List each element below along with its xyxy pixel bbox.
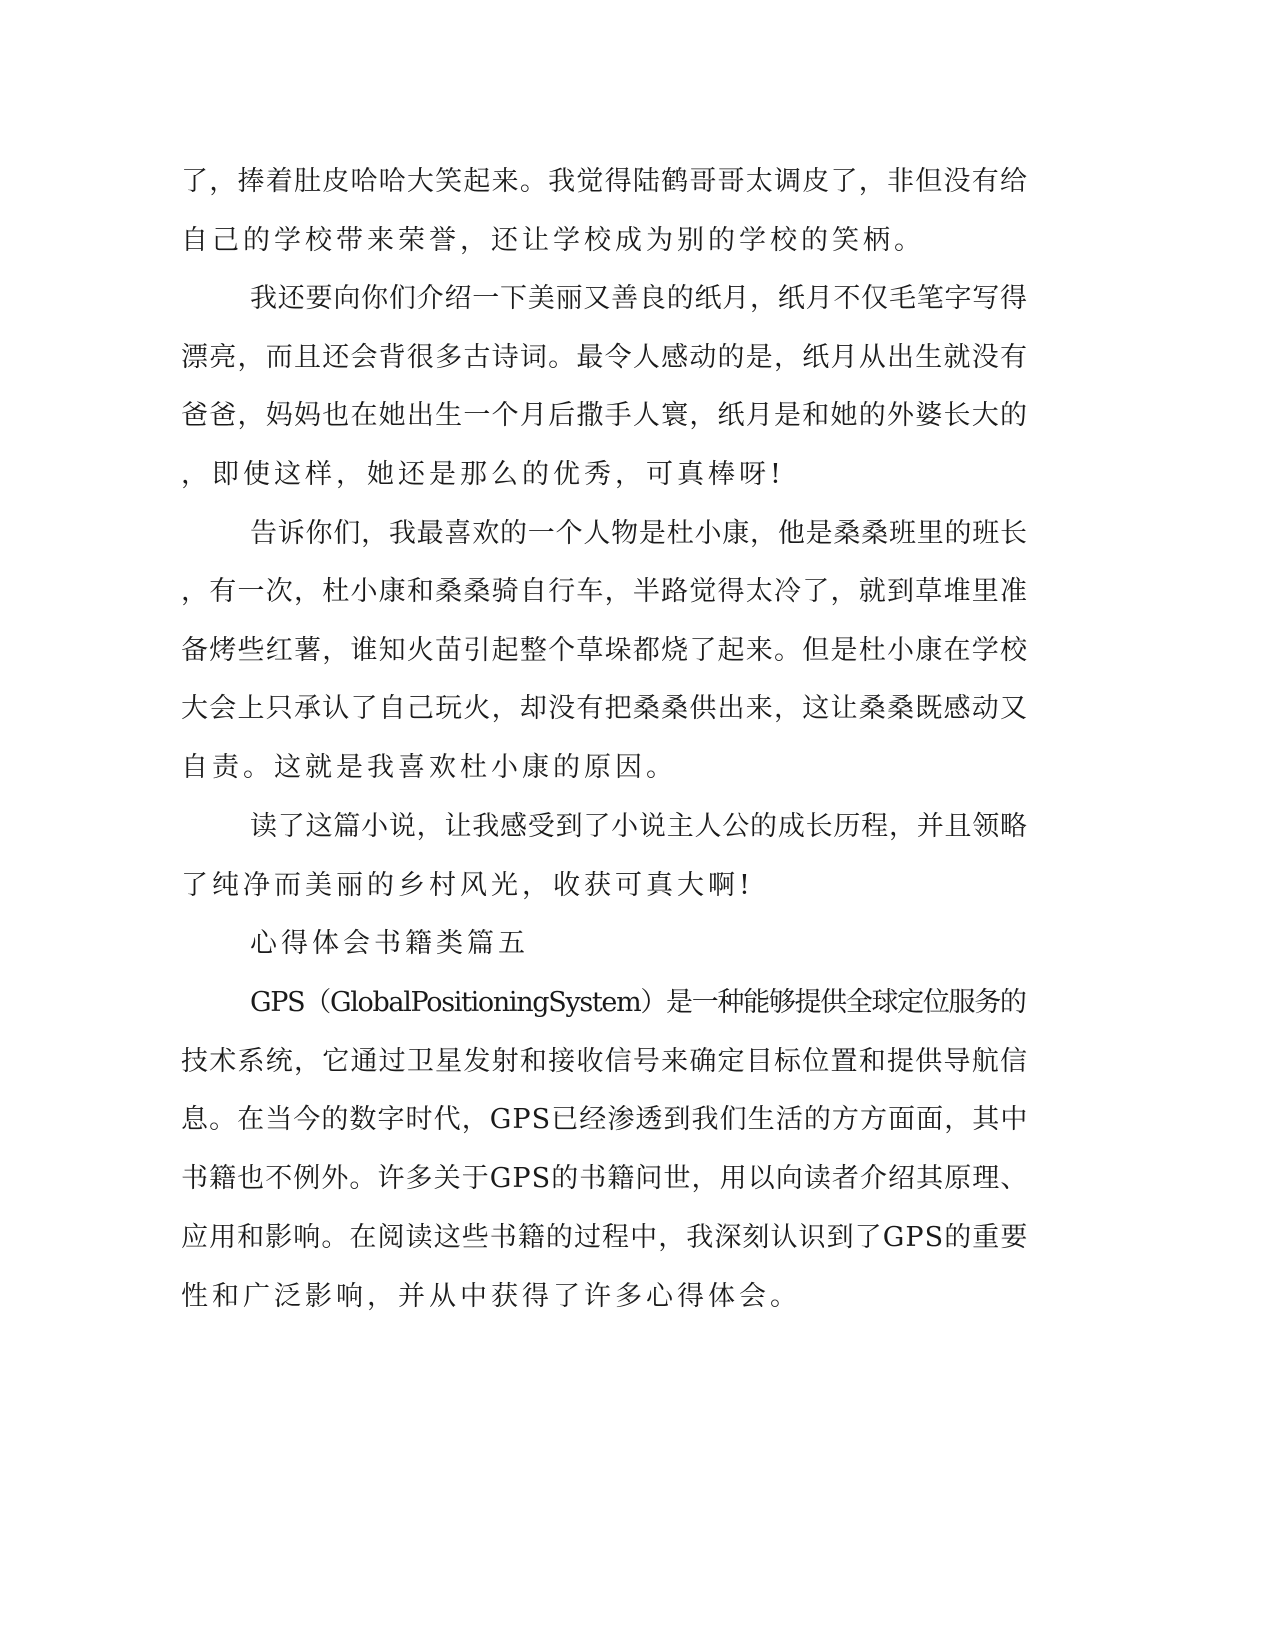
text-line-4: 漂亮，而且还会背很多古诗词。最令人感动的是，纸月从出生就没有	[181, 342, 1029, 373]
section-heading: 心得体会书籍类篇五	[250, 928, 529, 959]
text-line-9: 备烤些红薯，谁知火苗引起整个草垛都烧了起来。但是杜小康在学校	[181, 635, 1029, 666]
text-line-5: 爸爸，妈妈也在她出生一个月后撒手人寰，纸月是和她的外婆长大的	[181, 400, 1029, 431]
text-line-18: 书籍也不例外。许多关于GPS的书籍问世，用以向读者介绍其原理、	[181, 1163, 1029, 1194]
paragraph-first-line: 读了这篇小说，让我感受到了小说主人公的成长历程，并且领略	[250, 811, 1028, 842]
paragraph-first-line: 告诉你们，我最喜欢的一个人物是杜小康，他是桑桑班里的班长	[250, 518, 1028, 549]
text-line-1: 了，捧着肚皮哈哈大笑起来。我觉得陆鹤哥哥太调皮了，非但没有给	[181, 166, 1029, 197]
text-line-8: ，有一次，杜小康和桑桑骑自行车，半路觉得太冷了，就到草堆里准	[181, 576, 1029, 607]
text-line-19: 应用和影响。在阅读这些书籍的过程中，我深刻认识到了GPS的重要	[181, 1222, 1029, 1253]
text-line-13: 了纯净而美丽的乡村风光，收获可真大啊!	[181, 870, 754, 901]
text-line-10: 大会上只承认了自己玩火，却没有把桑桑供出来，这让桑桑既感动又	[181, 693, 1029, 724]
text-line-20: 性和广泛影响，并从中获得了许多心得体会。	[181, 1281, 801, 1312]
text-line-17: 息。在当今的数字时代，GPS已经渗透到我们生活的方方面面，其中	[181, 1104, 1029, 1135]
text-line-2: 自己的学校带来荣誉，还让学校成为别的学校的笑柄。	[181, 225, 925, 256]
text-line-11: 自责。这就是我喜欢杜小康的原因。	[181, 752, 677, 783]
paragraph-first-line: 我还要向你们介绍一下美丽又善良的纸月，纸月不仅毛笔字写得	[250, 283, 1028, 314]
text-line-16: 技术系统，它通过卫星发射和接收信号来确定目标位置和提供导航信	[181, 1046, 1029, 1077]
text-line-6: ，即使这样，她还是那么的优秀，可真棒呀!	[181, 459, 785, 490]
paragraph-first-line: GPS（GlobalPositioningSystem）是一种能够提供全球定位服务的	[250, 987, 1026, 1018]
